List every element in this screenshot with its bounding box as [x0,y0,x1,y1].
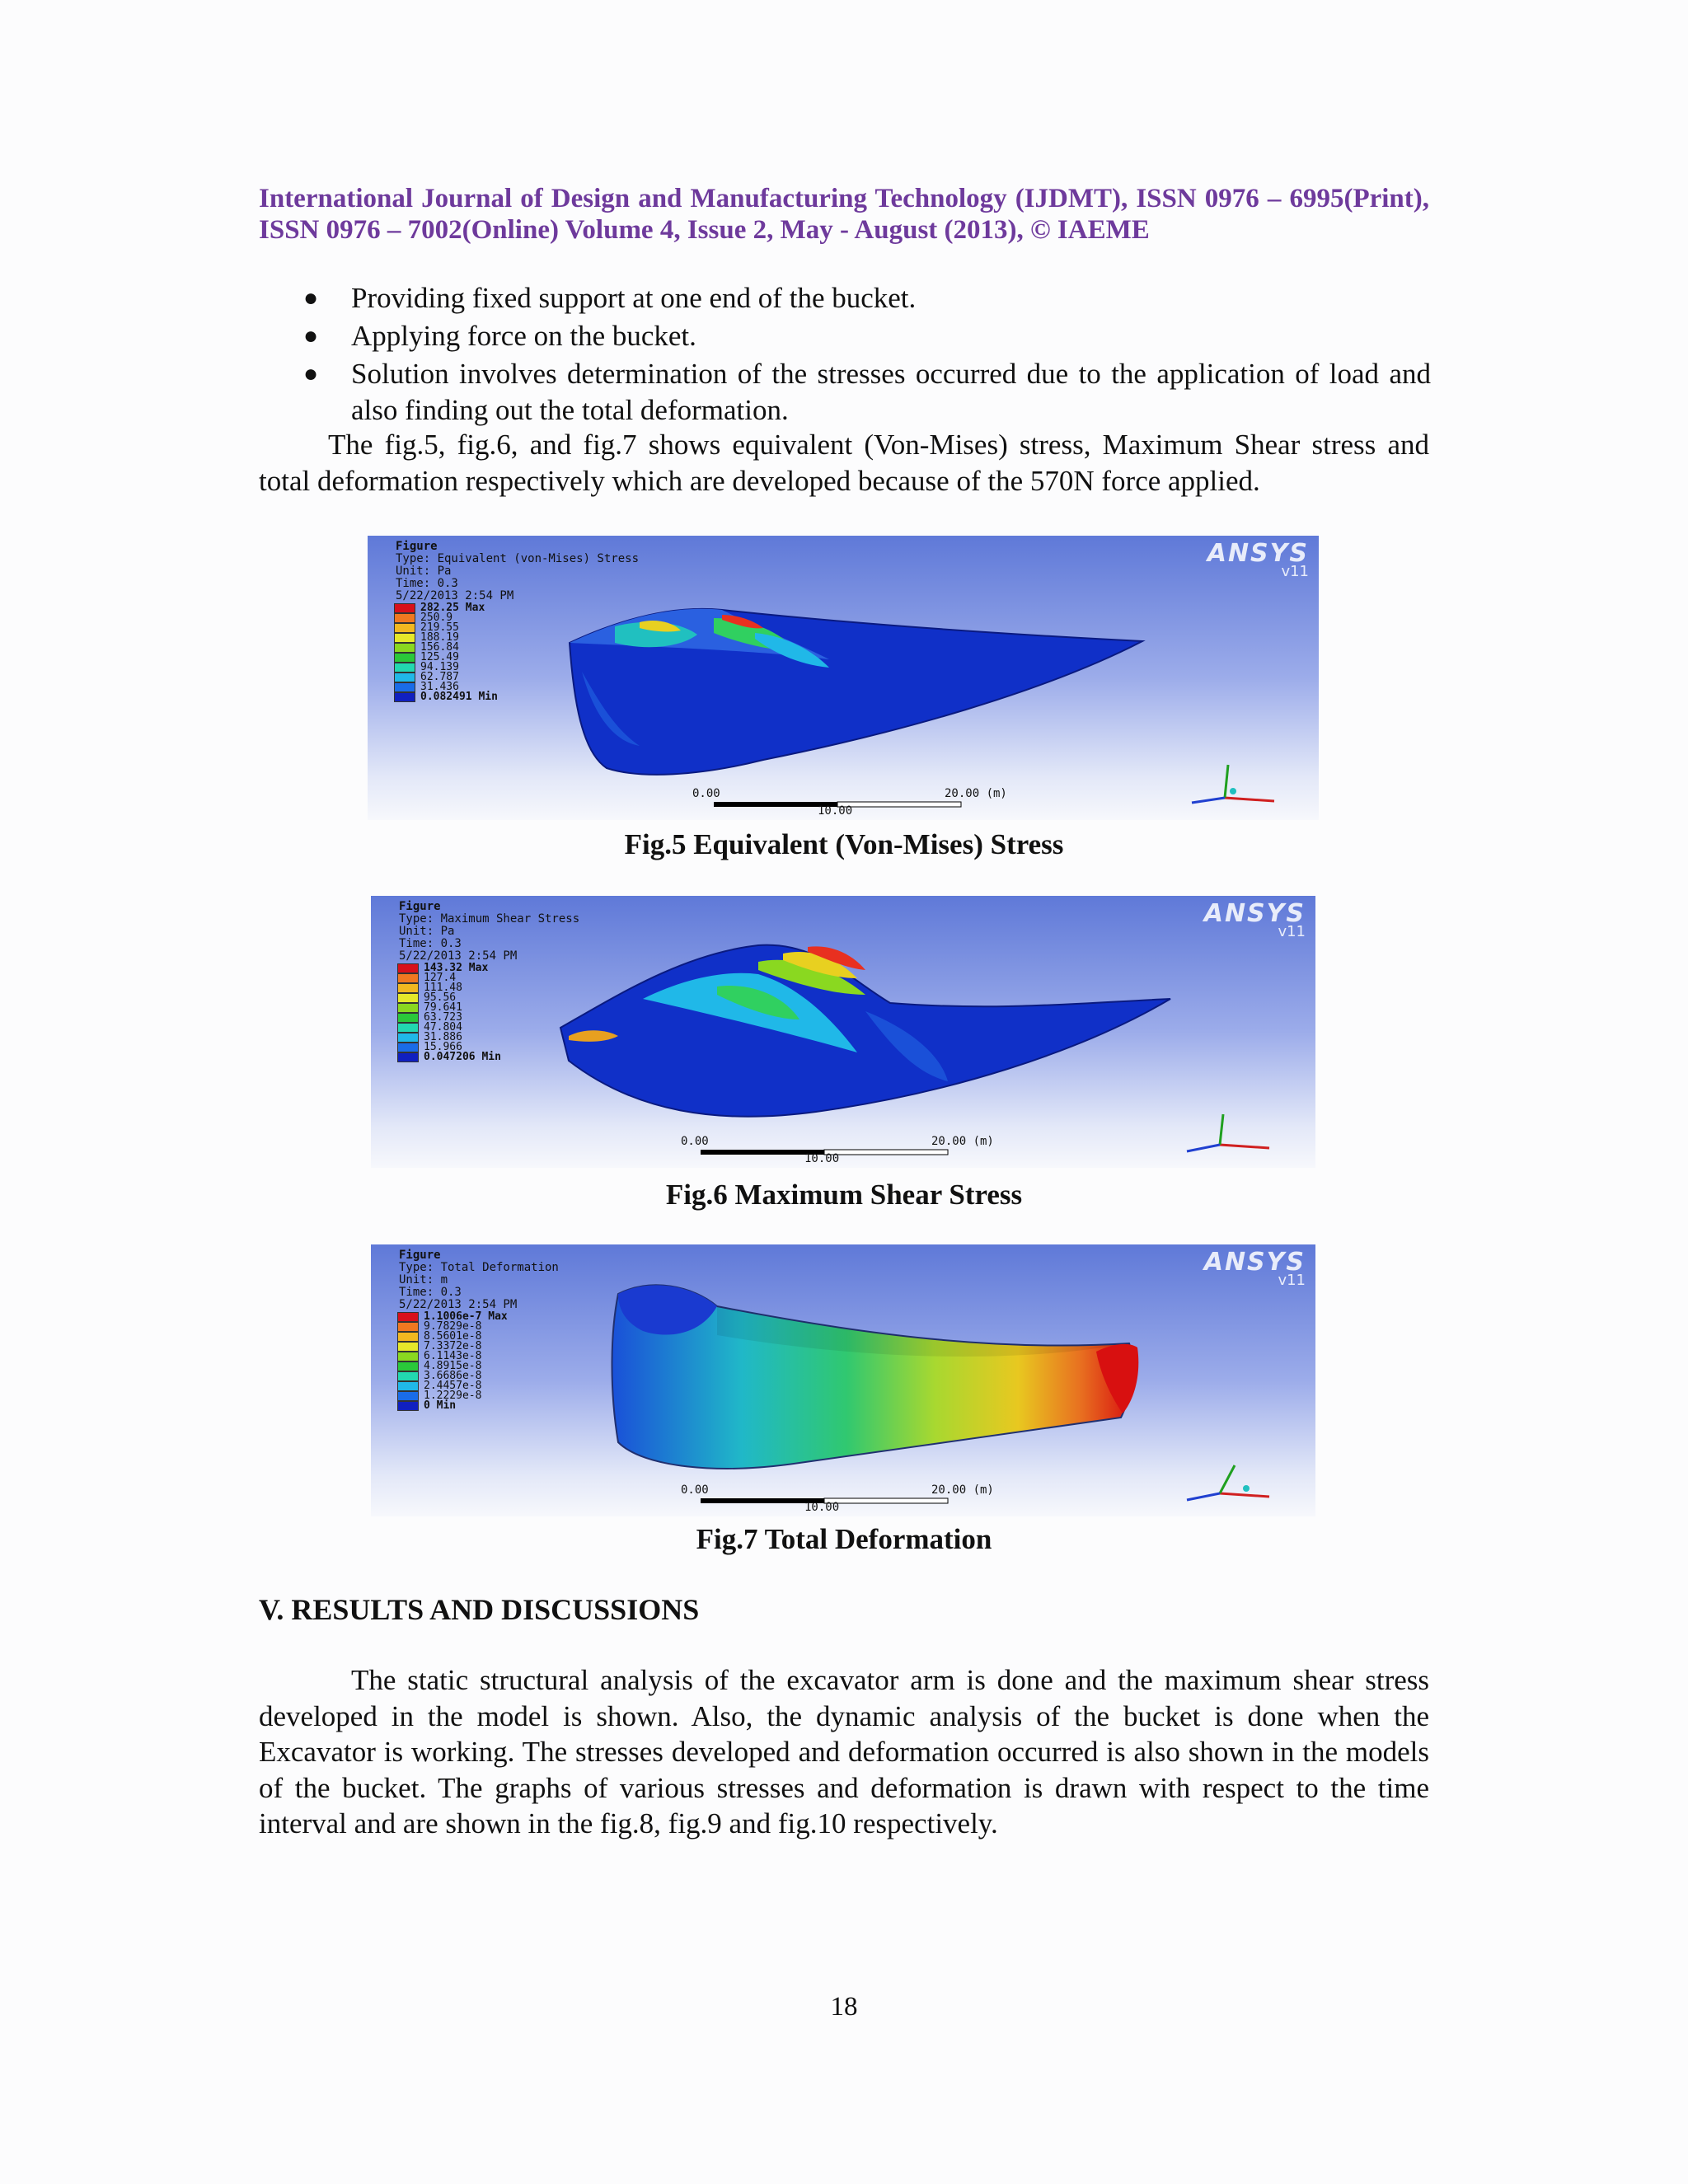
legend-entry [397,1401,508,1411]
legend-label: 250.9 [420,612,453,624]
legend-swatch [397,1361,419,1371]
legend-label: 0 Min [424,1399,457,1412]
result-title-block [396,541,639,602]
axis-triad-icon [1187,1114,1269,1151]
legend-label: 31.436 [420,681,459,693]
journal-header: International Journal of Design and Manufacturing Technology (IJDMT), ISSN 0976 – 6995(Print), ISSN 0976 – 7002(Online) Volume 4, Issue 2, May - August (2013), © IAEME [259,184,1429,245]
legend-entry [397,1052,501,1062]
scale-left-label: 0.00 [692,787,720,800]
contour-legend [394,603,498,702]
scale-left-label: 0.00 [681,1483,709,1497]
legend-label: 143.32 Max [424,962,489,974]
legend-label: 0.082491 Min [420,691,498,703]
list-item [305,318,1431,354]
logo-version: v11 [1281,563,1309,580]
title-line: Figure [399,1249,441,1262]
figure-5-image [368,536,1319,820]
legend-label: 94.139 [420,661,459,673]
legend-label: 0.047206 Min [424,1051,501,1063]
legend-swatch [394,633,415,643]
legend-swatch [397,963,419,973]
ansys-logo [1204,1248,1306,1289]
legend-label: 1.1006e-7 Max [424,1310,508,1323]
legend-label: 15.966 [424,1041,462,1053]
figure-7-image [371,1244,1315,1516]
bullet-icon: ● [303,360,319,387]
scale-right-label: 20.00 (m) [931,1135,994,1148]
figure-5-caption: Fig.5 Equivalent (Von-Mises) Stress [624,828,1064,860]
legend-label: 156.84 [420,641,459,654]
legend-swatch [397,1312,419,1322]
results-paragraph [259,1662,1429,1842]
legend-swatch [397,1052,419,1062]
legend-swatch [397,1401,419,1411]
legend-swatch [397,1332,419,1342]
legend-swatch [397,1033,419,1043]
legend-swatch [397,1371,419,1381]
legend-swatch [394,603,415,613]
legend-swatch [397,1043,419,1052]
legend-swatch [397,1342,419,1352]
intro-paragraph-text: The fig.5, fig.6, and fig.7 shows equivalent (Von-Mises) stress, Maximum Shear stress and total deformation respectively which are developed because of the 570N force applied. [259,429,1429,497]
logo-version: v11 [1278,923,1306,940]
legend-swatch [394,613,415,623]
legend-label: 7.3372e-8 [424,1340,482,1352]
scale-mid-label: 10.00 [804,1152,840,1165]
legend-swatch [394,673,415,682]
bullet-list [305,280,1431,430]
bullet-text: Solution involves determination of the stresses occurred due to the application of load and also finding out the total deformation. [351,358,1431,426]
title-line: Type: Equivalent (von-Mises) Stress [396,552,640,565]
title-line: Time: 0.3 [396,577,458,590]
bullet-icon: ● [303,322,319,349]
title-line: Figure [399,900,441,913]
page-number: 18 [830,1992,858,2022]
legend-label: 31.886 [424,1031,462,1043]
legend-swatch [397,1003,419,1013]
legend-swatch [397,983,419,993]
legend-label: 95.56 [424,991,457,1004]
axis-triad-icon [1187,1465,1269,1500]
legend-swatch [394,623,415,633]
scale-right-label: 20.00 (m) [945,787,1007,800]
title-line: 5/22/2013 2:54 PM [396,589,514,602]
legend-label: 9.7829e-8 [424,1320,482,1333]
legend-label: 127.4 [424,972,457,984]
legend-label: 47.804 [424,1021,462,1033]
legend-label: 62.787 [420,671,459,683]
legend-label: 1.2229e-8 [424,1390,482,1402]
logo-text: ANSYS [1203,899,1306,928]
ansys-logo [1204,899,1306,940]
legend-swatch [394,682,415,692]
legend-label: 111.48 [424,982,462,994]
figure-6-caption: Fig.6 Maximum Shear Stress [665,1179,1023,1211]
title-line: Figure [396,540,438,553]
legend-swatch [397,1013,419,1023]
legend-swatch [394,663,415,673]
legend-label: 63.723 [424,1011,462,1024]
scale-right-label: 20.00 (m) [931,1483,994,1497]
legend-label: 6.1143e-8 [424,1350,482,1362]
legend-swatch [394,643,415,653]
logo-text: ANSYS [1203,1248,1306,1277]
list-item [305,280,1431,316]
title-line: Unit: m [399,1273,448,1286]
section-heading: V. RESULTS AND DISCUSSIONS [259,1593,700,1626]
legend-label: 2.4457e-8 [424,1380,482,1392]
figure-7-caption: Fig.7 Total Deformation [696,1523,992,1555]
legend-swatch [397,1391,419,1401]
result-title-block [399,1249,559,1311]
logo-version: v11 [1278,1272,1306,1289]
legend-swatch [397,1322,419,1332]
legend-swatch [394,692,415,702]
title-line: Time: 0.3 [399,937,462,950]
legend-swatch [397,1023,419,1033]
intro-paragraph [259,427,1429,499]
legend-label: 125.49 [420,651,459,663]
title-line: 5/22/2013 2:54 PM [399,1298,518,1311]
figure-6-image [371,896,1315,1168]
results-paragraph-text: The static structural analysis of the excavator arm is done and the maximum shear stress developed in the model is shown. Also, the dynamic analysis of the bucket is done when the Excavator is working. The stresses developed and deformation occurred is also shown in the models of the bucket. The graphs of various stresses and deformation is drawn with respect to the time interval and are shown in the fig.8, fig.9 and fig.10 respectively. [259,1664,1429,1840]
legend-label: 188.19 [420,631,459,644]
list-item [305,356,1431,429]
ansys-logo [1207,539,1309,580]
legend-label: 8.5601e-8 [424,1330,482,1343]
title-line: Time: 0.3 [399,1286,462,1299]
legend-swatch [397,973,419,983]
scale-left-label: 0.00 [681,1135,709,1148]
axis-triad-icon [1192,765,1274,803]
title-line: 5/22/2013 2:54 PM [399,949,518,963]
contour-legend [397,1312,508,1411]
title-line: Type: Maximum Shear Stress [399,912,580,926]
legend-label: 282.25 Max [420,602,485,614]
result-title-block [399,901,579,963]
contour-legend [397,963,501,1062]
bullet-text: Providing fixed support at one end of the bucket. [351,282,917,314]
legend-label: 3.6686e-8 [424,1370,482,1382]
legend-label: 79.641 [424,1001,462,1014]
legend-swatch [397,993,419,1003]
logo-text: ANSYS [1207,539,1309,568]
legend-swatch [397,1352,419,1361]
title-line: Unit: Pa [396,565,452,578]
scale-mid-label: 10.00 [818,804,853,818]
legend-label: 4.8915e-8 [424,1360,482,1372]
title-line: Unit: Pa [399,925,455,938]
scale-mid-label: 10.00 [804,1501,840,1514]
legend-entry [394,692,498,702]
bullet-text: Applying force on the bucket. [351,320,696,352]
title-line: Type: Total Deformation [399,1261,559,1274]
legend-swatch [394,653,415,663]
bullet-icon: ● [303,284,319,312]
legend-swatch [397,1381,419,1391]
legend-label: 219.55 [420,621,459,634]
